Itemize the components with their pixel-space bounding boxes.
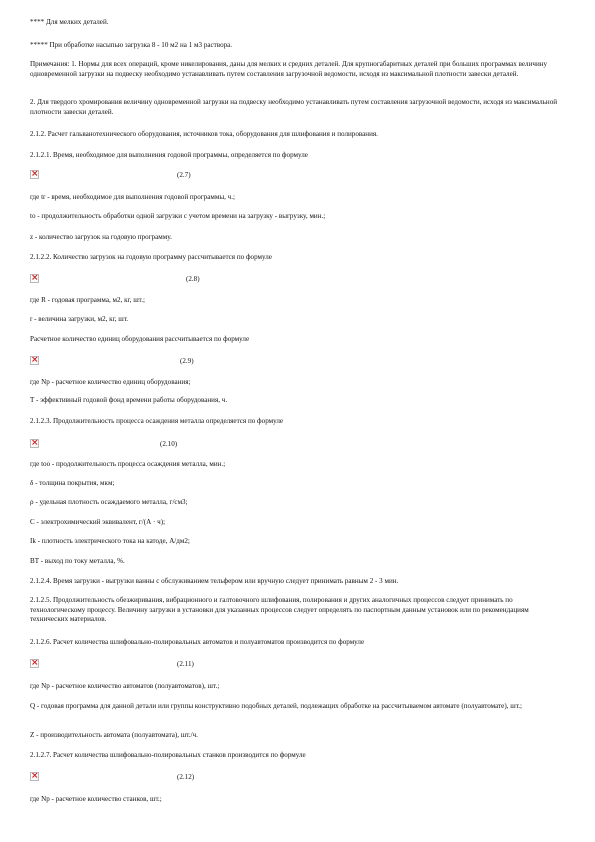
section-2-1-2-1: 2.1.2.1. Время, необходимое для выполнения годовой программы, определяется по формуле	[30, 151, 308, 159]
formula-2-8	[30, 274, 270, 286]
definition-T: T - эффективный годовой фонд времени работы оборудования, ч.	[30, 396, 228, 404]
formula-number: (2.9)	[180, 357, 194, 365]
note-1: Примечания: 1. Нормы для всех операций, кроме никелирования, даны для мелких и средних деталей. Для крупногабаритных деталей при больших программах величину одновременной загрузки на подвеску необходимо устанавливать путем составления загрузочной ведомости, исходя из максимальной плотности завески деталей.	[30, 60, 548, 78]
definition-tr: где tr - время, необходимое для выполнения годовой программы, ч.;	[30, 193, 235, 201]
broken-image-icon	[30, 356, 39, 365]
definition-z: z - количество загрузок на годовую программу.	[30, 233, 172, 241]
footnote-5: ***** При обработке насыпью загрузка 8 - 10 м2 на 1 м3 раствора.	[30, 41, 233, 49]
broken-image-icon	[30, 772, 39, 781]
section-2-1-2: 2.1.2. Расчет гальванотехнического оборудования, источников тока, оборудования для шлифования и полирования.	[30, 130, 378, 138]
formula-number: (2.7)	[177, 171, 191, 179]
formula-2-10	[30, 439, 270, 451]
broken-image-icon	[30, 659, 39, 668]
section-2-1-2-5: 2.1.2.5. Продолжительность обезжиривания, вибрационного и галтовочного шлифования, полирования и других аналогичных процессов следует принимать по технологическому процессу. Величину загрузки в установки для указанных процессов следует определять по паспортным данным установок или по рекомендациям технических материалов.	[30, 596, 529, 624]
broken-image-icon	[30, 439, 39, 448]
section-2-1-2-6: 2.1.2.6. Расчет количества шлифовально-полировальных автоматов и полуавтоматов производится по формуле	[30, 638, 365, 646]
definition-rho: ρ - удельная плотность осаждаемого металла, г/см3;	[30, 498, 188, 506]
definition-r: r - величина загрузки, м2, кг, шт.	[30, 315, 129, 323]
formula-number: (2.12)	[177, 773, 195, 781]
definition-Np-machines: где Np - расчетное количество станков, шт.;	[30, 795, 162, 803]
section-2-1-2-3: 2.1.2.3. Продолжительность процесса осаждения металла определяется по формуле	[30, 417, 284, 425]
formula-2-11	[30, 659, 270, 671]
formula-number: (2.11)	[177, 660, 194, 668]
section-2-1-2-7: 2.1.2.7. Расчет количества шлифовально-полировальных станков производится по формуле	[30, 751, 306, 759]
definition-too: где too - продолжительность процесса осаждения металла, мин.;	[30, 460, 226, 468]
definition-Q: Q - годовая программа для данной детали или группы конструктивно подобных деталей, подлежащих обработке на рассчитываемом автомате (полуавтомате), шт.;	[30, 702, 523, 710]
definition-C: C - электрохимический эквивалент, г/(А · ч);	[30, 518, 166, 526]
calc-units-intro: Расчетное количество единиц оборудования рассчитывается по формуле	[30, 335, 250, 343]
definition-Ik: Ik - плотность электрического тока на катоде, А/дм2;	[30, 537, 190, 545]
formula-number: (2.10)	[160, 440, 178, 448]
formula-2-7	[30, 170, 270, 182]
formula-2-12	[30, 772, 270, 784]
definition-Np: где Np - расчетное количество единиц оборудования;	[30, 378, 191, 386]
footnote-4: **** Для мелких деталей.	[30, 18, 109, 26]
definition-BT: BT - выход по току металла, %.	[30, 557, 125, 565]
broken-image-icon	[30, 274, 39, 283]
definition-delta: δ - толщина покрытия, мкм;	[30, 479, 115, 487]
definition-R: где R - годовая программа, м2, кг, шт.;	[30, 296, 145, 304]
broken-image-icon	[30, 170, 39, 179]
section-2-1-2-2: 2.1.2.2. Количество загрузок на годовую программу рассчитывается по формуле	[30, 253, 272, 261]
formula-number: (2.8)	[186, 275, 200, 283]
definition-Np-automata: где Np - расчетное количество автоматов (полуавтоматов), шт.;	[30, 682, 220, 690]
note-2: 2. Для твердого хромирования величину одновременной загрузки на подвеску необходимо устанавливать путем составления загрузочной ведомости, исходя из максимальной плотности завески деталей.	[30, 98, 558, 116]
definition-Z: Z - производительность автомата (полуавтомата), шт./ч.	[30, 731, 198, 739]
section-2-1-2-4: 2.1.2.4. Время загрузки - выгрузки ванны с обслуживанием тельфером или вручную следует принимать равным 2 - 3 мин.	[30, 577, 399, 585]
formula-2-9	[30, 356, 270, 368]
definition-to: to - продолжительность обработки одной загрузки с учетом времени на загрузку - выгрузку, мин.;	[30, 212, 326, 220]
